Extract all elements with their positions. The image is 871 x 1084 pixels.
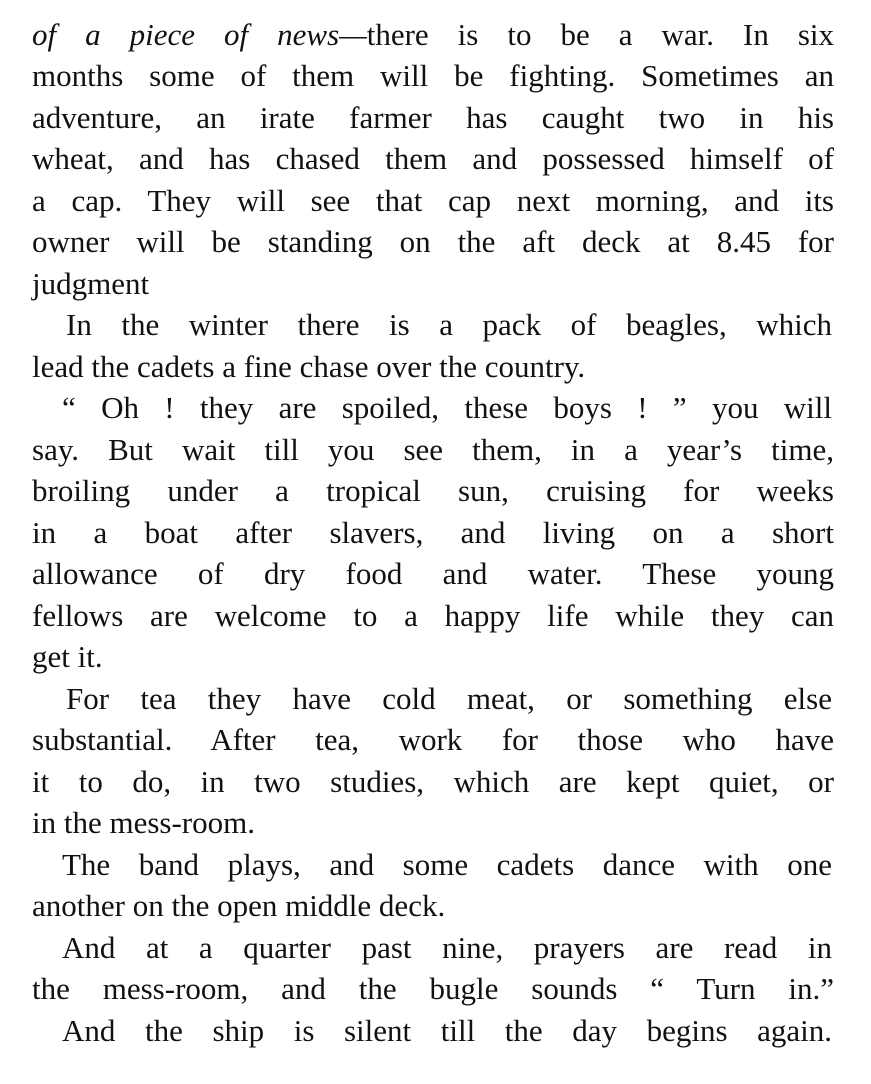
text-line: in a boat after slavers, and living on a short	[32, 515, 834, 550]
text-line	[32, 14, 834, 56]
text-line: And at a quarter past nine, prayers are read in	[62, 930, 832, 965]
text-line: get it.	[32, 639, 103, 674]
text-line: broiling under a tropical sun, cruising for weeks	[32, 473, 834, 508]
text-line: And the ship is silent till the day begins again.	[62, 1013, 832, 1048]
text-line: say. But wait till you see them, in a year’s time,	[32, 432, 834, 467]
text-line: substantial. After tea, work for those who have	[32, 722, 834, 757]
text-run: there is to be a war. In six	[366, 17, 834, 52]
text-line: “ Oh ! they are spoiled, these boys ! ” you will	[62, 390, 832, 425]
text-line: judgment	[32, 266, 150, 301]
text-line: The band plays, and some cadets dance with one	[62, 847, 832, 882]
text-line: another on the open middle deck.	[32, 888, 446, 923]
text-line: fellows are welcome to a happy life while they can	[32, 598, 834, 633]
text-line: For tea they have cold meat, or something else	[66, 681, 832, 716]
text-line: it to do, in two studies, which are kept quiet, or	[32, 764, 834, 799]
text-line: in the mess-room.	[32, 805, 255, 840]
text-line: months some of them will be fighting. Sometimes an	[32, 58, 834, 93]
text-line: In the winter there is a pack of beagles, which	[66, 307, 832, 342]
text-line: wheat, and has chased them and possessed himself of	[32, 141, 834, 176]
text-run-italic: of a piece of news—	[32, 17, 367, 52]
text-line: a cap. They will see that cap next morning, and its	[32, 183, 834, 218]
text-line: adventure, an irate farmer has caught two in his	[32, 100, 834, 135]
text-line: allowance of dry food and water. These young	[32, 556, 834, 591]
text-line: lead the cadets a fine chase over the country.	[32, 349, 586, 384]
text-line: owner will be standing on the aft deck at 8.45 for	[32, 224, 834, 259]
text-line: the mess-room, and the bugle sounds “ Turn in.”	[32, 971, 834, 1006]
